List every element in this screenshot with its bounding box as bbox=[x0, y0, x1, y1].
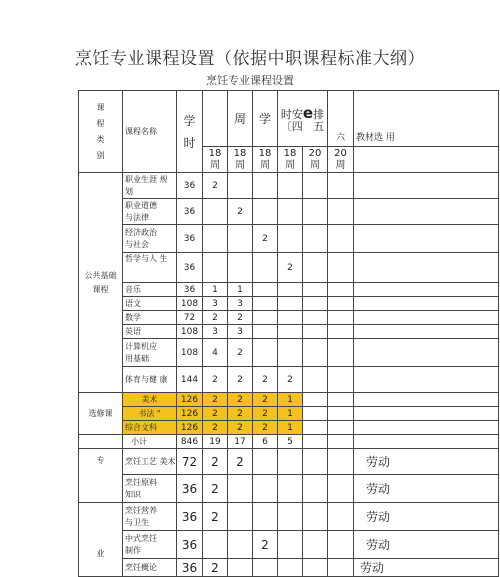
sem-value: 2 bbox=[228, 393, 253, 407]
header-category: 课 程 类 别 bbox=[79, 91, 123, 173]
header-time-arrangement: 时安e排 〔四 五 bbox=[278, 91, 328, 147]
sem-value: 2 bbox=[228, 449, 253, 475]
sem-value: 2 bbox=[228, 199, 253, 225]
course-hours: 36 bbox=[177, 503, 203, 531]
header-hours: 学 时 bbox=[177, 91, 203, 173]
textbook-value: 劳动 bbox=[354, 449, 499, 475]
course-name: 计算机应 用基础 bbox=[123, 339, 177, 367]
sem-value: 2 bbox=[203, 407, 228, 421]
subtotal-label: 小计 bbox=[123, 435, 177, 449]
course-name: 哲学与人 生 bbox=[123, 253, 177, 283]
group-public: 公共基础 课程 bbox=[79, 173, 123, 393]
header-week-1: 18 周 bbox=[203, 147, 228, 173]
sem-value: 1 bbox=[278, 407, 303, 421]
sem-value: 2 bbox=[253, 407, 278, 421]
sem-value: 2 bbox=[228, 311, 253, 325]
course-hours: 108 bbox=[177, 339, 203, 367]
header-week-2: 18 周 bbox=[228, 147, 253, 173]
sem-value: 1 bbox=[228, 283, 253, 297]
subtotal-value: 6 bbox=[253, 435, 278, 449]
course-hours: 108 bbox=[177, 325, 203, 339]
sem-value: 2 bbox=[253, 393, 278, 407]
header-week-6: 20 周 bbox=[328, 147, 354, 173]
header-sem-6: 六 bbox=[328, 91, 354, 147]
course-hours: 126 bbox=[177, 393, 203, 407]
course-hours: 36 bbox=[177, 253, 203, 283]
page-title: 烹饪专业课程设置（依据中职课程标准大纲） bbox=[75, 49, 425, 69]
header-cell bbox=[203, 91, 228, 147]
sem-value: 2 bbox=[228, 407, 253, 421]
course-name: 职业道德 与法律 bbox=[123, 199, 177, 225]
header-week-4: 18 周 bbox=[278, 147, 303, 173]
course-name: 烹饪营养 与卫生 bbox=[123, 503, 177, 531]
course-name: 语文 bbox=[123, 297, 177, 311]
header-xue-label: 学 bbox=[253, 91, 278, 147]
sem-value: 4 bbox=[203, 339, 228, 367]
course-name: 音乐 bbox=[123, 283, 177, 297]
sem-value: 2 bbox=[253, 421, 278, 435]
course-name: 书法 " bbox=[123, 407, 177, 421]
course-name: 数学 bbox=[123, 311, 177, 325]
subtotal-value: 5 bbox=[278, 435, 303, 449]
course-hours: 36 bbox=[177, 199, 203, 225]
course-name: 烹饪工艺 美术 bbox=[123, 449, 177, 475]
course-hours: 36 bbox=[177, 475, 203, 503]
header-course-name: 课程名称 bbox=[123, 91, 177, 173]
subtotal-value: 19 bbox=[203, 435, 228, 449]
course-hours: 72 bbox=[177, 449, 203, 475]
course-name: 英语 bbox=[123, 325, 177, 339]
sem-value: 2 bbox=[253, 367, 278, 393]
subtotal-hours: 846 bbox=[177, 435, 203, 449]
sem-value: 2 bbox=[203, 393, 228, 407]
course-name: 美术 bbox=[123, 393, 177, 407]
sem-value: 2 bbox=[203, 173, 228, 199]
course-hours: 108 bbox=[177, 297, 203, 311]
course-name: 综合文科 bbox=[123, 421, 177, 435]
sem-value: 2 bbox=[228, 421, 253, 435]
course-name: 烹饪概论 bbox=[123, 559, 177, 577]
sem-value: 2 bbox=[278, 253, 303, 283]
course-table bbox=[78, 90, 499, 577]
group-professional-2: 业 bbox=[79, 503, 123, 577]
sem-value: 2 bbox=[278, 367, 303, 393]
sem-value: 3 bbox=[228, 297, 253, 311]
sem-value: 2 bbox=[203, 367, 228, 393]
sem-value: 2 bbox=[203, 503, 228, 531]
course-name: 职业生涯 规 划 bbox=[123, 173, 177, 199]
header-textbook: 教材选 用 bbox=[354, 91, 499, 147]
sem-value: 2 bbox=[203, 311, 228, 325]
sem-value: 1 bbox=[203, 283, 228, 297]
course-name: 体育与健 康 bbox=[123, 367, 177, 393]
sem-value: 2 bbox=[203, 475, 228, 503]
sem-value: 2 bbox=[253, 531, 278, 559]
course-name: 经济政治 与社会 bbox=[123, 225, 177, 253]
course-hours: 36 bbox=[177, 225, 203, 253]
course-hours: 72 bbox=[177, 311, 203, 325]
sem-value: 3 bbox=[203, 325, 228, 339]
sem-value: 1 bbox=[278, 421, 303, 435]
textbook-value: 劳动 bbox=[354, 503, 499, 531]
header-week-5: 20 周 bbox=[303, 147, 328, 173]
course-hours: 126 bbox=[177, 421, 203, 435]
sem-value: 2 bbox=[253, 225, 278, 253]
course-hours: 36 bbox=[177, 173, 203, 199]
subtotal-value: 17 bbox=[228, 435, 253, 449]
textbook-value: 劳动 bbox=[354, 531, 499, 559]
table-subtitle: 烹饪专业课程设置 bbox=[206, 74, 294, 87]
course-hours: 36 bbox=[177, 531, 203, 559]
course-hours: 126 bbox=[177, 407, 203, 421]
course-hours: 36 bbox=[177, 283, 203, 297]
sem-value: 3 bbox=[228, 325, 253, 339]
course-hours: 36 bbox=[177, 559, 203, 577]
group-professional: 专 bbox=[79, 449, 123, 503]
sem-value: 1 bbox=[278, 393, 303, 407]
textbook-value: 劳动 bbox=[354, 475, 499, 503]
header-week-label: 周 bbox=[228, 91, 253, 147]
course-name: 烹饪原料 知识 bbox=[123, 475, 177, 503]
empty-cell bbox=[79, 435, 123, 449]
sem-value: 2 bbox=[228, 339, 253, 367]
sem-value: 2 bbox=[203, 421, 228, 435]
group-elective: 选修课 bbox=[79, 393, 123, 435]
sem-value: 2 bbox=[228, 367, 253, 393]
header-week-3: 18 周 bbox=[253, 147, 278, 173]
textbook-value: 劳动 bbox=[354, 559, 499, 577]
course-name: 中式烹饪 制作 bbox=[123, 531, 177, 559]
sem-value: 2 bbox=[203, 449, 228, 475]
header-cell bbox=[354, 147, 499, 173]
course-hours: 144 bbox=[177, 367, 203, 393]
sem-value: 2 bbox=[203, 559, 228, 577]
sem-value: 3 bbox=[203, 297, 228, 311]
